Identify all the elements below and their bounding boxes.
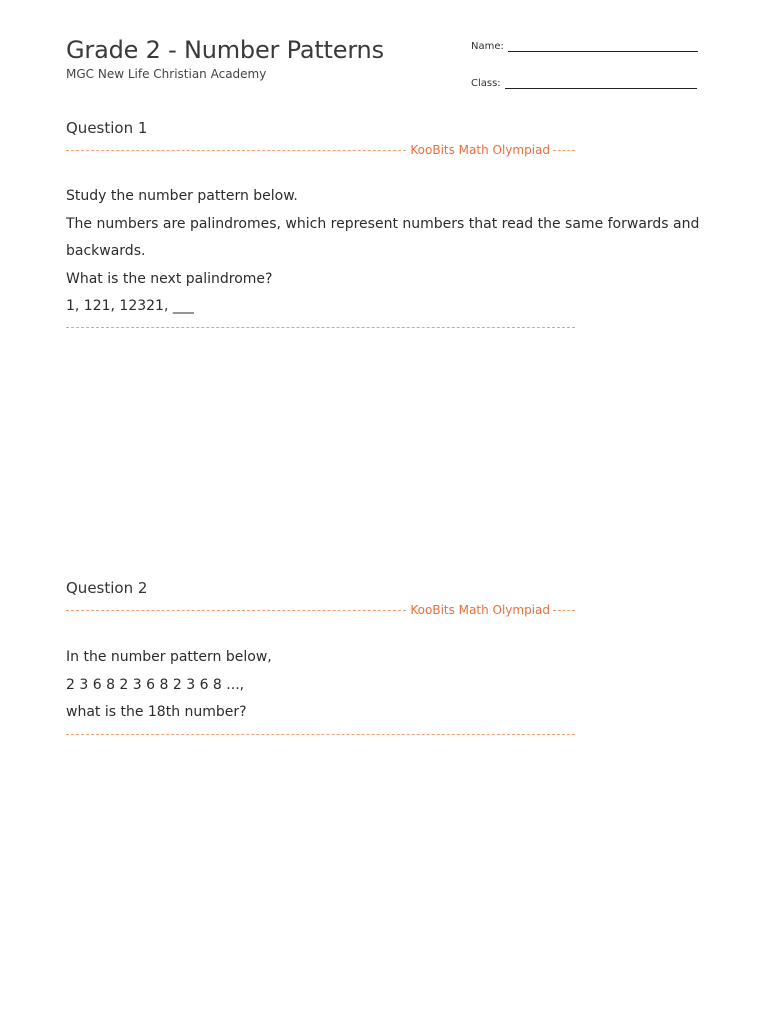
question-1-heading: Question 1 <box>66 119 148 137</box>
worksheet-title: Grade 2 - Number Patterns <box>66 36 384 64</box>
brand-label: KooBits Math Olympiad <box>410 603 550 617</box>
dashed-line <box>66 610 406 611</box>
dashed-line <box>66 150 406 151</box>
dashed-line-tail <box>553 610 575 611</box>
name-blank-line <box>508 41 698 52</box>
class-label: Class: <box>471 78 501 89</box>
question-1-body <box>66 183 706 321</box>
dashed-line-tail <box>553 150 575 151</box>
brand-label: KooBits Math Olympiad <box>410 143 550 157</box>
question-text-line: 2 3 6 8 2 3 6 8 2 3 6 8 ..., <box>66 676 245 693</box>
question-2-end-divider <box>66 734 575 735</box>
name-label: Name: <box>471 41 504 52</box>
name-field <box>471 41 698 52</box>
question-text-line: what is the 18th number? <box>66 704 247 720</box>
question-text-line: What is the next palindrome? <box>66 270 273 287</box>
class-field <box>471 78 697 89</box>
school-name: MGC New Life Christian Academy <box>66 67 267 81</box>
question-2-brand-divider <box>66 602 575 618</box>
question-1-end-divider <box>66 327 575 328</box>
question-text-line: Study the number pattern below. <box>66 188 298 204</box>
class-blank-line <box>505 78 697 89</box>
question-text-line: 1, 121, 12321, ___ <box>66 298 194 314</box>
question-1-brand-divider <box>66 142 575 158</box>
question-2-heading: Question 2 <box>66 579 148 597</box>
question-2-body <box>66 644 706 727</box>
question-text-line: In the number pattern below, <box>66 649 272 665</box>
question-text-line: The numbers are palindromes, which represent numbers that read the same forwards and backwards. <box>66 215 700 259</box>
